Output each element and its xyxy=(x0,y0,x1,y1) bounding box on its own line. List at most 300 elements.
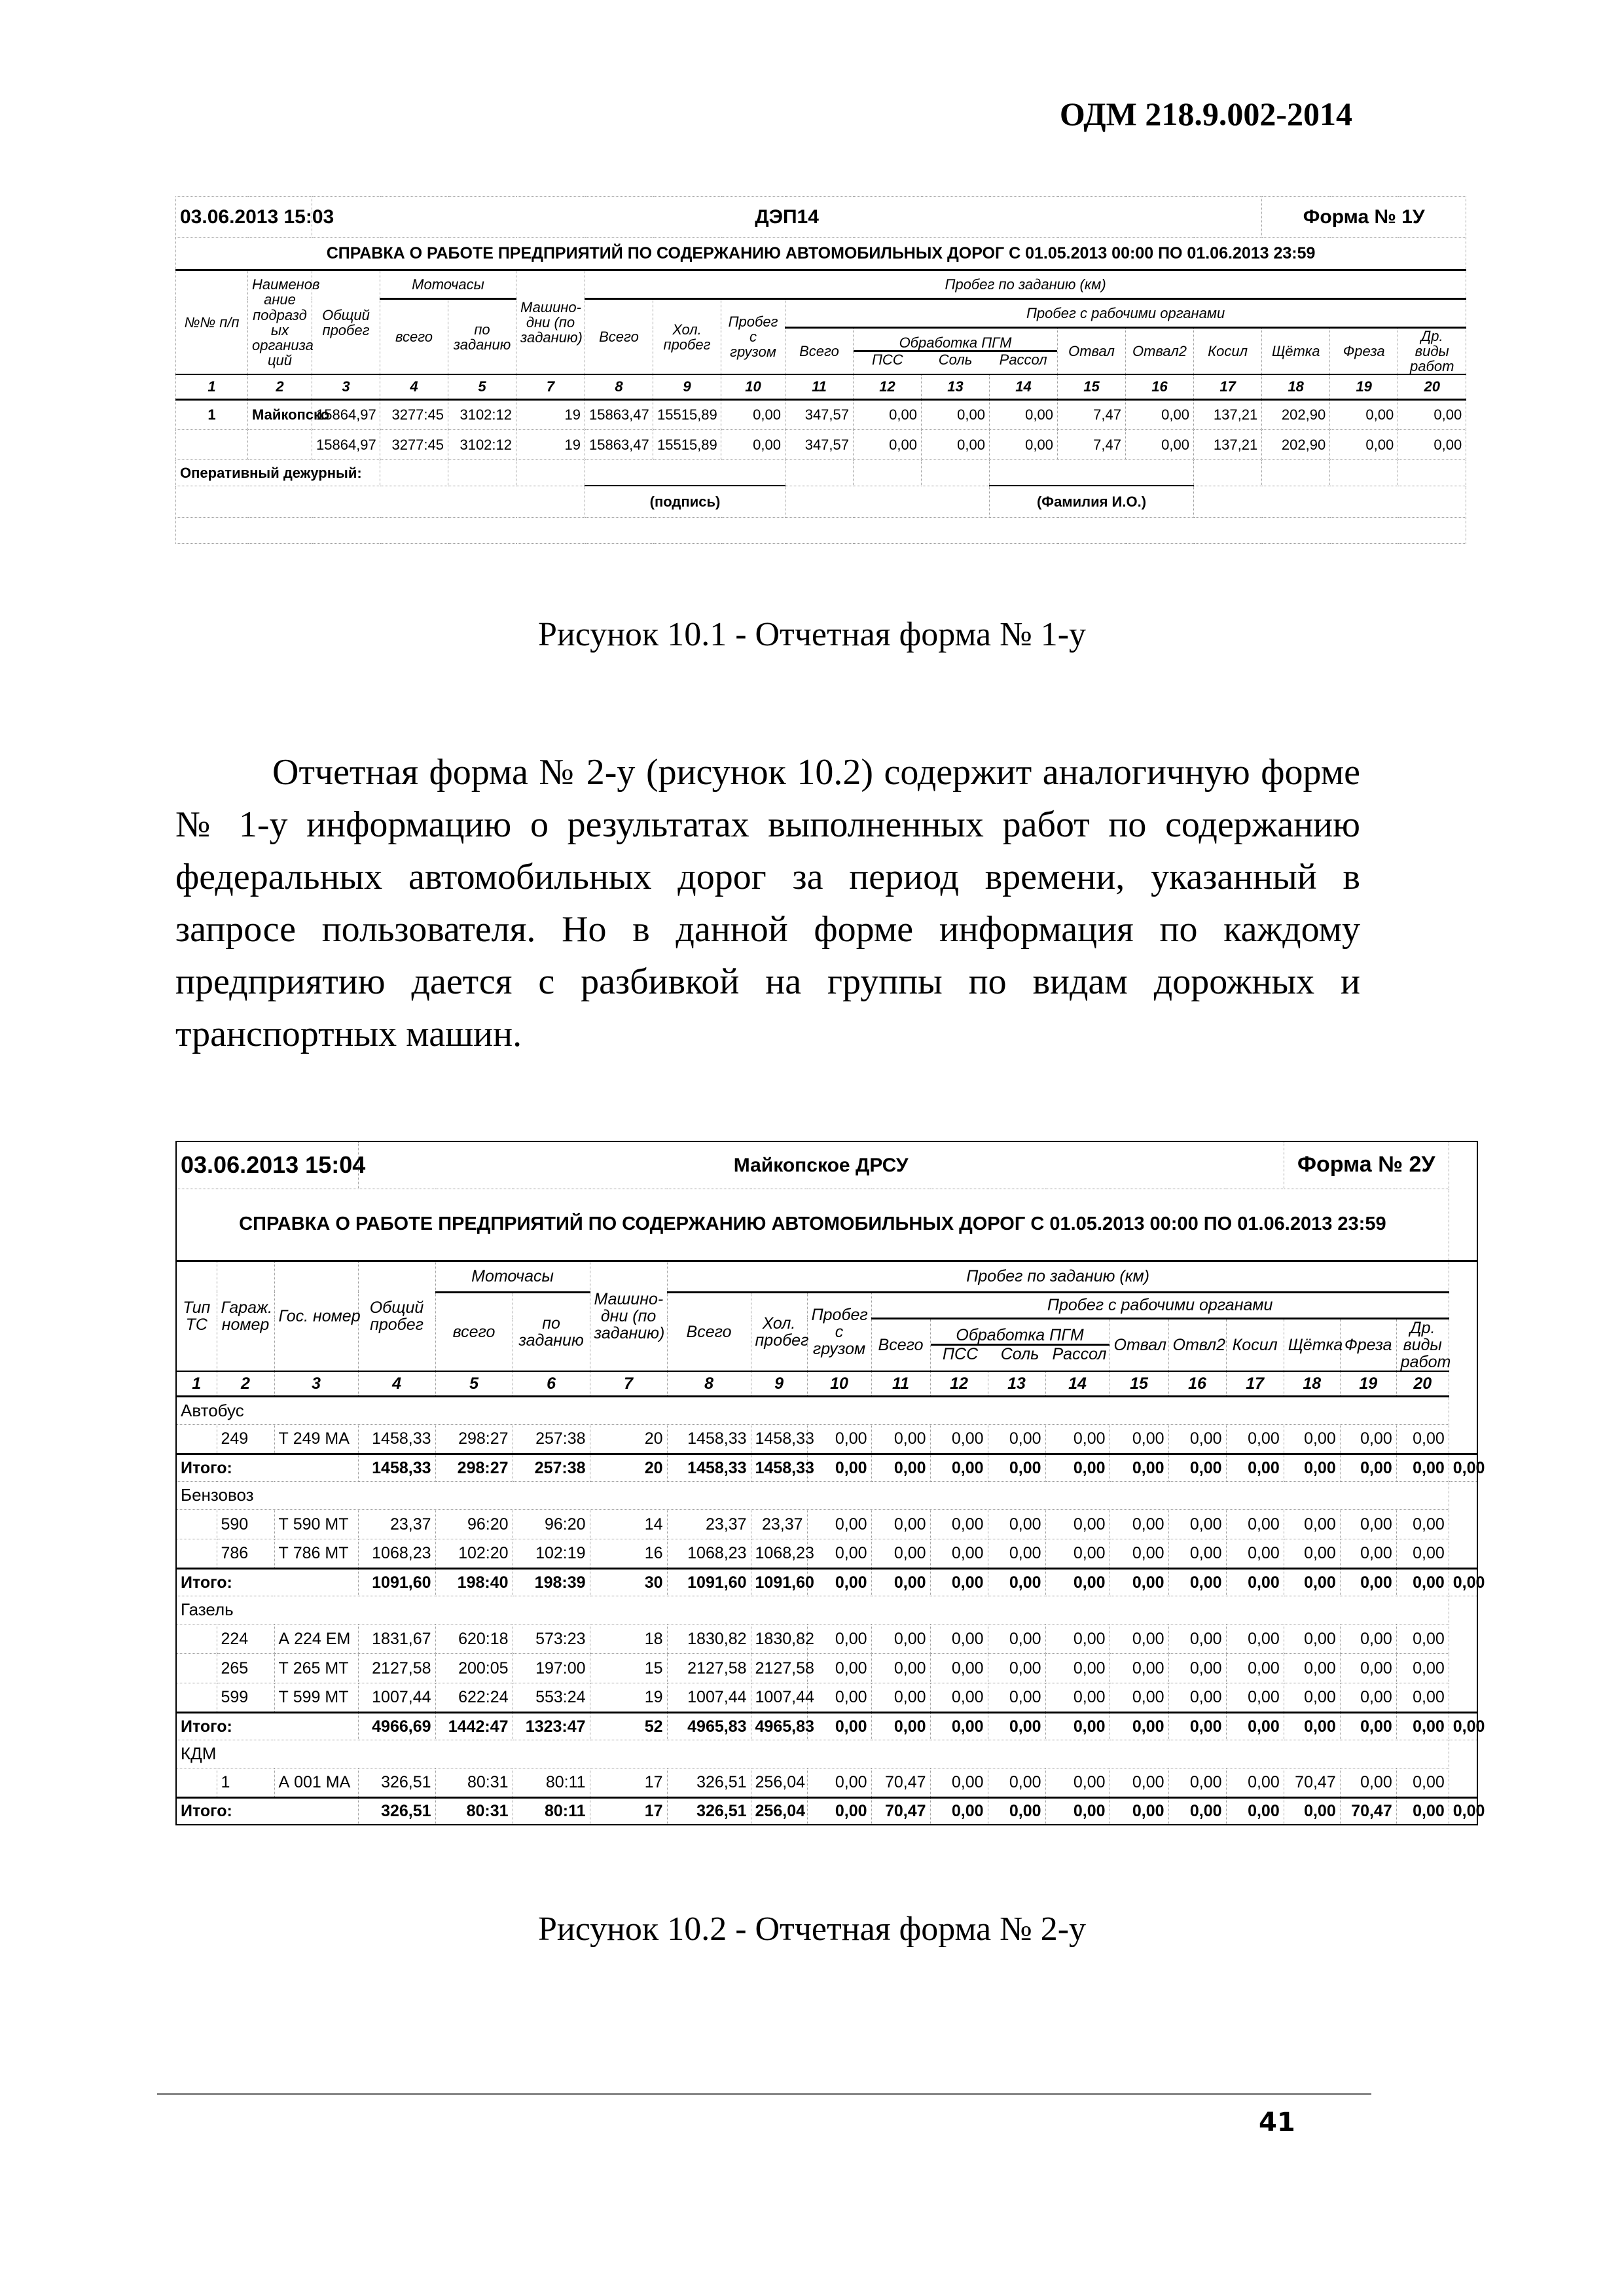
form1-h-name: Наименов ание подразд ых организа ций xyxy=(248,270,312,375)
table-cell: 1831,67 xyxy=(358,1624,435,1653)
table-cell: 622:24 xyxy=(435,1683,513,1712)
total-row xyxy=(176,1454,1477,1481)
group-name: КДМ xyxy=(176,1740,1449,1768)
table-cell: 0,00 xyxy=(807,1797,871,1825)
table-cell: 0,00 xyxy=(1340,1683,1396,1712)
table-cell: 786 xyxy=(217,1539,274,1568)
table-cell: 0,00 xyxy=(1284,1624,1340,1653)
form2-h-other: Др. виды работ xyxy=(1396,1318,1449,1371)
table-cell: 0,00 xyxy=(1226,1712,1284,1740)
table-cell: 0,00 xyxy=(1398,429,1466,459)
table-row xyxy=(176,429,1466,459)
table-cell: 23,37 xyxy=(667,1509,751,1539)
table-cell: 0,00 xyxy=(1168,1768,1226,1797)
form1-fio-label: (Фамилия И.О.) xyxy=(990,486,1194,517)
table-cell: 20 xyxy=(590,1454,667,1481)
table-cell: 137,21 xyxy=(1194,399,1262,429)
table-cell: 0,00 xyxy=(930,1568,988,1596)
table-cell: 0,00 xyxy=(1226,1624,1284,1653)
column-number: 5 xyxy=(448,374,516,399)
table-cell: 0,00 xyxy=(1045,1768,1110,1797)
column-number: 8 xyxy=(667,1371,751,1396)
table-cell: 326,51 xyxy=(667,1797,751,1825)
table-cell: 0,00 xyxy=(1340,1568,1396,1596)
form1-h-pgm-label: Обработка ПГМ xyxy=(854,335,1057,352)
table-cell: 3102:12 xyxy=(448,399,516,429)
table-cell: 0,00 xyxy=(1340,1653,1396,1683)
table-cell: Т 249 МА xyxy=(274,1424,358,1454)
table-cell: 347,57 xyxy=(785,399,854,429)
table-cell: 0,00 xyxy=(871,1653,930,1683)
table-cell: 30 xyxy=(590,1568,667,1596)
form2-title: СПРАВКА О РАБОТЕ ПРЕДПРИЯТИЙ ПО СОДЕРЖАНИЮ АВТОМОБИЛЬНЫХ ДОРОГ С 01.05.2013 00:00 ПО 01.06.2013 23:59 xyxy=(176,1189,1449,1261)
table-cell: 0,00 xyxy=(1330,429,1398,459)
table-cell: 0,00 xyxy=(1396,1683,1449,1712)
table-cell: 0,00 xyxy=(930,1653,988,1683)
table-cell: 1 xyxy=(217,1768,274,1797)
table-cell: 0,00 xyxy=(1340,1454,1396,1481)
form2-h-garage: Гараж. номер xyxy=(217,1261,274,1371)
column-number: 5 xyxy=(435,1371,513,1396)
table-cell: 0,00 xyxy=(871,1424,930,1454)
table-cell: 0,00 xyxy=(1284,1683,1340,1712)
table-cell: 1458,33 xyxy=(358,1454,435,1481)
table-cell: 70,47 xyxy=(1340,1797,1396,1825)
table-cell: 0,00 xyxy=(1284,1653,1340,1683)
form1-date: 03.06.2013 15:03 xyxy=(176,197,312,238)
table-cell: 1458,33 xyxy=(751,1454,807,1481)
table-cell: 0,00 xyxy=(990,429,1058,459)
table-cell: 0,00 xyxy=(1449,1454,1477,1481)
column-number: 4 xyxy=(358,1371,435,1396)
table-cell: 19 xyxy=(516,429,585,459)
table-cell: 0,00 xyxy=(1045,1568,1110,1596)
column-number: 12 xyxy=(930,1371,988,1396)
table-cell: 0,00 xyxy=(1168,1509,1226,1539)
column-number: 18 xyxy=(1284,1371,1340,1396)
table-cell: 0,00 xyxy=(1449,1712,1477,1740)
table-cell: 0,00 xyxy=(930,1683,988,1712)
form2-org: Майкопское ДРСУ xyxy=(358,1141,1284,1189)
table-cell: 0,00 xyxy=(1226,1539,1284,1568)
table-cell: 0,00 xyxy=(1449,1797,1477,1825)
table-cell: 0,00 xyxy=(1396,1539,1449,1568)
table-cell: 257:38 xyxy=(513,1454,590,1481)
column-number: 8 xyxy=(585,374,653,399)
form-2u-table xyxy=(175,1141,1485,1825)
table-cell: 553:24 xyxy=(513,1683,590,1712)
column-number: 4 xyxy=(380,374,448,399)
table-cell: 0,00 xyxy=(1110,1454,1168,1481)
column-number: 13 xyxy=(988,1371,1045,1396)
table-cell: 0,00 xyxy=(1168,1683,1226,1712)
table-cell: 256,04 xyxy=(751,1768,807,1797)
group-row xyxy=(176,1396,1477,1424)
form1-h-mdays: Машино-дни (по заданию) xyxy=(516,270,585,375)
total-label: Итого: xyxy=(176,1712,358,1740)
table-cell: 137,21 xyxy=(1194,429,1262,459)
column-number: 11 xyxy=(785,374,854,399)
table-cell: 0,00 xyxy=(988,1568,1045,1596)
table-cell: 0,00 xyxy=(1226,1797,1284,1825)
table-cell: 18 xyxy=(590,1624,667,1653)
table-cell: 0,00 xyxy=(922,429,990,459)
table-cell: 0,00 xyxy=(1396,1624,1449,1653)
table-cell: 0,00 xyxy=(1340,1509,1396,1539)
form2-h-work: Пробег с рабочими органами xyxy=(871,1292,1449,1318)
table-cell: 0,00 xyxy=(1284,1424,1340,1454)
table-cell: 0,00 xyxy=(871,1509,930,1539)
form1-h-vsego: Всего xyxy=(585,299,653,375)
form2-h-kosil: Косил xyxy=(1226,1318,1284,1371)
table-cell: 1442:47 xyxy=(435,1712,513,1740)
table-cell: 0,00 xyxy=(930,1424,988,1454)
table-cell: 7,47 xyxy=(1058,399,1126,429)
form1-h-otval2: Отвал2 xyxy=(1126,328,1194,375)
table-cell: 23,37 xyxy=(358,1509,435,1539)
table-cell: 0,00 xyxy=(1396,1712,1449,1740)
table-cell: 0,00 xyxy=(1045,1539,1110,1568)
column-number: 7 xyxy=(516,374,585,399)
table-cell: 0,00 xyxy=(988,1624,1045,1653)
table-row xyxy=(176,1768,1477,1797)
table-cell: 347,57 xyxy=(785,429,854,459)
group-row xyxy=(176,1481,1477,1509)
table-cell: 0,00 xyxy=(1449,1568,1477,1596)
column-number: 12 xyxy=(854,374,922,399)
table-cell: 0,00 xyxy=(1168,1712,1226,1740)
form2-h-pgm xyxy=(930,1318,1110,1371)
form1-title: СПРАВКА О РАБОТЕ ПРЕДПРИЯТИЙ ПО СОДЕРЖАНИЮ АВТОМОБИЛЬНЫХ ДОРОГ С 01.05.2013 00:00 ПО 01.06.2013 23:59 xyxy=(176,238,1466,270)
table-cell: 0,00 xyxy=(1396,1454,1449,1481)
footer-rule xyxy=(157,2093,1371,2095)
form2-h-rassol: Рассол xyxy=(1052,1345,1107,1364)
table-cell: 0,00 xyxy=(1226,1454,1284,1481)
form1-h-rassol: Рассол xyxy=(999,351,1047,368)
form1-h-pgm xyxy=(854,328,1058,375)
table-cell: 0,00 xyxy=(1045,1683,1110,1712)
group-name: Газель xyxy=(176,1596,1449,1624)
table-cell: 70,47 xyxy=(1284,1768,1340,1797)
column-number: 20 xyxy=(1398,374,1466,399)
table-cell: 0,00 xyxy=(1340,1539,1396,1568)
table-cell: 0,00 xyxy=(1396,1568,1449,1596)
table-cell: 15864,97 xyxy=(312,429,380,459)
table-cell: 0,00 xyxy=(930,1797,988,1825)
table-cell: 0,00 xyxy=(930,1509,988,1539)
table-cell: 326,51 xyxy=(667,1768,751,1797)
form1-h-prob-task: Пробег по заданию (км) xyxy=(585,270,1466,299)
table-cell: 0,00 xyxy=(1396,1509,1449,1539)
table-cell: 0,00 xyxy=(1168,1568,1226,1596)
table-cell: 0,00 xyxy=(990,399,1058,429)
table-cell: Т 265 МТ xyxy=(274,1653,358,1683)
form2-h-prob-task: Пробег по заданию (км) xyxy=(667,1261,1449,1292)
form1-h-pss: ПСС xyxy=(871,351,903,368)
form1-form-number: Форма № 1У xyxy=(1262,197,1466,238)
column-number: 18 xyxy=(1262,374,1330,399)
table-cell: 0,00 xyxy=(807,1683,871,1712)
table-cell: 1830,82 xyxy=(667,1624,751,1653)
table-cell: 0,00 xyxy=(1284,1539,1340,1568)
column-number: 2 xyxy=(248,374,312,399)
table-cell: 0,00 xyxy=(1110,1424,1168,1454)
column-number: 20 xyxy=(1396,1371,1449,1396)
column-number: 13 xyxy=(922,374,990,399)
table-cell: 0,00 xyxy=(807,1539,871,1568)
column-number: 10 xyxy=(721,374,785,399)
form2-h-cargo: Пробег с грузом xyxy=(807,1292,871,1371)
table-cell: 0,00 xyxy=(1398,399,1466,429)
column-number: 19 xyxy=(1330,374,1398,399)
column-number: 3 xyxy=(274,1371,358,1396)
table-cell: 2127,58 xyxy=(358,1653,435,1683)
column-number: 6 xyxy=(513,1371,590,1396)
total-label: Итого: xyxy=(176,1568,358,1596)
table-cell: 4965,83 xyxy=(751,1712,807,1740)
table-cell: 0,00 xyxy=(1168,1653,1226,1683)
table-cell: 1830,82 xyxy=(751,1624,807,1653)
report-form-1u xyxy=(175,196,1462,611)
table-cell: 0,00 xyxy=(1284,1509,1340,1539)
form1-h-w-all: Всего xyxy=(785,328,854,375)
form1-h-moto-task: по заданию xyxy=(448,299,516,375)
form1-h-moto-all: всего xyxy=(380,299,448,375)
form1-h-kosil: Косил xyxy=(1194,328,1262,375)
table-cell: 0,00 xyxy=(807,1509,871,1539)
table-cell: 265 xyxy=(217,1653,274,1683)
table-cell: 17 xyxy=(590,1768,667,1797)
column-number: 9 xyxy=(751,1371,807,1396)
table-cell: 0,00 xyxy=(1110,1797,1168,1825)
table-cell: 3277:45 xyxy=(380,429,448,459)
table-cell: 0,00 xyxy=(988,1424,1045,1454)
table-cell: 0,00 xyxy=(854,399,922,429)
form1-h-num: №№ п/п xyxy=(176,270,248,375)
form2-h-otval2: Отвл2 xyxy=(1168,1318,1226,1371)
table-cell: 15864,97 xyxy=(312,399,380,429)
form2-h-pss: ПСС xyxy=(942,1345,979,1364)
table-cell: 15515,89 xyxy=(653,399,721,429)
table-cell: 52 xyxy=(590,1712,667,1740)
form2-h-pgm-label: Обработка ПГМ xyxy=(931,1327,1110,1346)
table-cell: 0,00 xyxy=(807,1712,871,1740)
form2-h-otval: Отвал xyxy=(1110,1318,1168,1371)
table-cell: 0,00 xyxy=(871,1683,930,1712)
column-number: 17 xyxy=(1194,374,1262,399)
body-paragraph xyxy=(175,746,1360,1060)
table-cell: 80:31 xyxy=(435,1797,513,1825)
table-cell: 0,00 xyxy=(988,1539,1045,1568)
form2-h-type: Тип ТС xyxy=(176,1261,217,1371)
table-cell: 0,00 xyxy=(1168,1624,1226,1653)
table-cell: 0,00 xyxy=(988,1454,1045,1481)
table-cell: 0,00 xyxy=(1226,1683,1284,1712)
table-cell: 1091,60 xyxy=(358,1568,435,1596)
column-number: 15 xyxy=(1058,374,1126,399)
column-number: 10 xyxy=(807,1371,871,1396)
form1-signature-label: (подпись) xyxy=(585,486,785,517)
table-cell: 0,00 xyxy=(871,1568,930,1596)
table-cell: 0,00 xyxy=(807,1454,871,1481)
table-cell: Т 786 МТ xyxy=(274,1539,358,1568)
table-cell: 19 xyxy=(590,1683,667,1712)
table-cell: 15 xyxy=(590,1653,667,1683)
table-cell: 0,00 xyxy=(1284,1568,1340,1596)
table-cell: 298:27 xyxy=(435,1454,513,1481)
table-cell: 1068,23 xyxy=(751,1539,807,1568)
table-cell: 202,90 xyxy=(1262,429,1330,459)
form1-h-freza: Фреза xyxy=(1330,328,1398,375)
table-cell: 0,00 xyxy=(1126,429,1194,459)
table-cell: 1007,44 xyxy=(667,1683,751,1712)
table-cell: 0,00 xyxy=(1226,1509,1284,1539)
table-cell: 326,51 xyxy=(358,1797,435,1825)
table-cell: 599 xyxy=(217,1683,274,1712)
form1-h-other: Др. виды работ xyxy=(1398,328,1466,375)
form1-h-salt: Соль xyxy=(938,351,973,368)
table-cell: 0,00 xyxy=(1330,399,1398,429)
table-cell: 0,00 xyxy=(1110,1509,1168,1539)
form1-h-moto: Моточасы xyxy=(380,270,516,299)
table-cell: 4965,83 xyxy=(667,1712,751,1740)
table-cell: 0,00 xyxy=(1340,1424,1396,1454)
table-cell: 0,00 xyxy=(871,1454,930,1481)
form-1u-table xyxy=(175,196,1466,544)
table-cell: Майкопско xyxy=(248,399,312,429)
table-cell: 0,00 xyxy=(1168,1797,1226,1825)
table-cell: 620:18 xyxy=(435,1624,513,1653)
form1-h-otval: Отвал xyxy=(1058,328,1126,375)
column-number: 3 xyxy=(312,374,380,399)
table-cell: 15863,47 xyxy=(585,399,653,429)
table-cell: 0,00 xyxy=(1226,1568,1284,1596)
table-row xyxy=(176,1683,1477,1712)
table-cell: 0,00 xyxy=(721,399,785,429)
table-cell: 4966,69 xyxy=(358,1712,435,1740)
table-cell: 23,37 xyxy=(751,1509,807,1539)
table-cell: 0,00 xyxy=(988,1509,1045,1539)
table-row xyxy=(176,1424,1477,1454)
total-label: Итого: xyxy=(176,1797,358,1825)
column-number: 9 xyxy=(653,374,721,399)
table-cell: 0,00 xyxy=(1396,1768,1449,1797)
table-cell: 19 xyxy=(516,399,585,429)
table-cell: 0,00 xyxy=(1226,1424,1284,1454)
table-cell: 0,00 xyxy=(807,1768,871,1797)
table-cell xyxy=(248,429,312,459)
table-cell: 0,00 xyxy=(930,1624,988,1653)
table-cell: 198:39 xyxy=(513,1568,590,1596)
table-cell: 0,00 xyxy=(1226,1768,1284,1797)
table-cell: 0,00 xyxy=(1045,1653,1110,1683)
table-cell: 0,00 xyxy=(1226,1653,1284,1683)
table-cell: 0,00 xyxy=(1340,1712,1396,1740)
table-cell: 2127,58 xyxy=(751,1653,807,1683)
form1-h-brush: Щётка xyxy=(1262,328,1330,375)
table-cell: 0,00 xyxy=(988,1683,1045,1712)
table-cell: 224 xyxy=(217,1624,274,1653)
table-cell: 0,00 xyxy=(871,1712,930,1740)
table-cell: 0,00 xyxy=(930,1539,988,1568)
table-cell: Т 599 МТ xyxy=(274,1683,358,1712)
table-cell: 1007,44 xyxy=(751,1683,807,1712)
table-cell: 7,47 xyxy=(1058,429,1126,459)
table-cell: 15515,89 xyxy=(653,429,721,459)
table-cell: 0,00 xyxy=(988,1797,1045,1825)
form1-org: ДЭП14 xyxy=(312,197,1262,238)
table-cell: 1323:47 xyxy=(513,1712,590,1740)
group-row xyxy=(176,1596,1477,1624)
table-cell: 0,00 xyxy=(1284,1454,1340,1481)
table-cell: 0,00 xyxy=(1396,1653,1449,1683)
column-number: 15 xyxy=(1110,1371,1168,1396)
form2-h-brush: Щётка xyxy=(1284,1318,1340,1371)
table-cell: Т 590 МТ xyxy=(274,1509,358,1539)
table-cell: 326,51 xyxy=(358,1768,435,1797)
table-cell: 0,00 xyxy=(1110,1624,1168,1653)
table-cell: 200:05 xyxy=(435,1653,513,1683)
table-cell: 0,00 xyxy=(1168,1539,1226,1568)
page-number: 41 xyxy=(1259,2108,1295,2138)
table-cell: 0,00 xyxy=(988,1768,1045,1797)
column-number: 2 xyxy=(217,1371,274,1396)
column-number: 14 xyxy=(990,374,1058,399)
table-cell: 3102:12 xyxy=(448,429,516,459)
table-cell: 17 xyxy=(590,1797,667,1825)
table-cell: 0,00 xyxy=(1110,1539,1168,1568)
table-cell: 1068,23 xyxy=(667,1539,751,1568)
report-form-2u xyxy=(175,1141,1485,1895)
group-name: Автобус xyxy=(176,1396,1449,1424)
form1-column-numbers xyxy=(176,374,1466,399)
table-cell: 0,00 xyxy=(1110,1683,1168,1712)
table-cell: 0,00 xyxy=(871,1539,930,1568)
form2-column-numbers xyxy=(176,1371,1477,1396)
table-cell: 0,00 xyxy=(1340,1768,1396,1797)
table-cell: 0,00 xyxy=(871,1624,930,1653)
document-code: ОДМ 218.9.002-2014 xyxy=(1059,96,1352,132)
table-cell: 0,00 xyxy=(930,1454,988,1481)
table-row xyxy=(176,1624,1477,1653)
form1-h-cargo: Пробег с грузом xyxy=(721,299,785,375)
form1-h-total: Общий пробег xyxy=(312,270,380,375)
form2-h-gos: Гос. номер xyxy=(274,1261,358,1371)
form2-form-number: Форма № 2У xyxy=(1284,1141,1449,1189)
table-cell: 80:11 xyxy=(513,1768,590,1797)
figure-caption-10-2: Рисунок 10.2 - Отчетная форма № 2-у xyxy=(537,1910,1087,1948)
column-number: 14 xyxy=(1045,1371,1110,1396)
table-cell: 80:11 xyxy=(513,1797,590,1825)
column-number: 7 xyxy=(590,1371,667,1396)
table-cell: 1458,33 xyxy=(358,1424,435,1454)
form1-h-hol: Хол. пробег xyxy=(653,299,721,375)
table-cell: 70,47 xyxy=(871,1797,930,1825)
total-row xyxy=(176,1797,1477,1825)
table-cell: 198:40 xyxy=(435,1568,513,1596)
table-cell: 0,00 xyxy=(1284,1797,1340,1825)
table-cell: 0,00 xyxy=(1045,1454,1110,1481)
form2-h-freza: Фреза xyxy=(1340,1318,1396,1371)
form2-h-w-all: Всего xyxy=(871,1318,930,1371)
table-cell: 1458,33 xyxy=(667,1424,751,1454)
table-cell: 0,00 xyxy=(854,429,922,459)
form2-h-mdays: Машино-дни (по заданию) xyxy=(590,1261,667,1371)
column-number: 19 xyxy=(1340,1371,1396,1396)
table-cell: 96:20 xyxy=(435,1509,513,1539)
column-number: 16 xyxy=(1168,1371,1226,1396)
table-cell: 0,00 xyxy=(1126,399,1194,429)
